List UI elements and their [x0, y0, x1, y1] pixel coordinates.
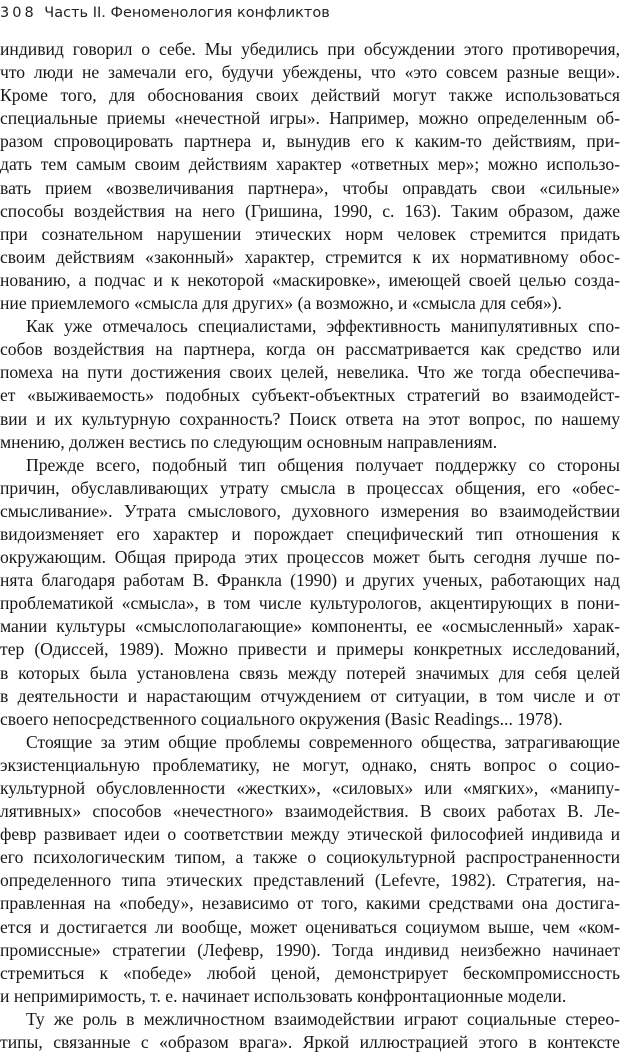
text-line: смысливание». Утрата смыслового, духовного измерения во взаимодействии	[0, 500, 620, 521]
text-line: собов воздействия на партнера, когда он рассматривается как средство или	[0, 339, 620, 360]
text-line: ется и достигается ли вообще, может оцениваться социумом выше, чем «ком-	[0, 916, 620, 937]
text-line: ет «выживаемость» подобных субъект-объектных стратегий во взаимодейст-	[0, 385, 620, 406]
text-line: и непримиримость, т. е. начинает использовать конфронтационные модели.	[0, 985, 567, 1006]
text-line: специальные приемы «нечестной игры». Например, можно определенным об-	[0, 108, 620, 129]
text-line: промиссные» стратегии (Лефевр, 1990). Тогда индивид неизбежно начинает	[0, 939, 620, 960]
text-line: что люди не замечали его, будучи убеждены, что «это совсем разные вещи».	[0, 62, 620, 83]
text-line: в деятельности и нарастающим отчуждением от ситуации, в том числе и от	[0, 685, 620, 706]
text-line: причин, обуславливающих утрату смысла в процессах общения, его «обес-	[0, 477, 620, 498]
text-line: мании культуры «смыслополагающие» компоненты, ее «осмысленный» харак-	[0, 616, 620, 637]
text-line: Как уже отмечалось специалистами, эффективность манипулятивных спо-	[26, 316, 620, 337]
text-line: Кроме того, для обоснования своих действий могут также использоваться	[0, 85, 620, 106]
text-line: типы, связанные с «образом врага». Яркой иллюстрацией этого в контексте	[0, 1032, 620, 1053]
text-line: разом спровоцировать партнера и, вынудив его к каким-то действиям, при-	[0, 131, 620, 152]
paragraph	[0, 1008, 620, 1054]
paragraph	[0, 38, 620, 315]
text-line: мнению, должен вестись по следующим основным направлениям.	[0, 431, 498, 452]
text-line: стремиться к «победе» любой ценой, демонстрирует бескомпромиссность	[0, 962, 620, 983]
text-line: лятивных» способов «нечестного» взаимодействия. В своих работах В. Ле-	[0, 801, 620, 822]
text-line: культурной обусловленности «жестких», «силовых» или «мягких», «манипу-	[0, 778, 620, 798]
text-line: правленная на «победу», независимо от того, какими средствами она достига-	[0, 893, 620, 914]
body-text	[0, 38, 620, 1054]
text-line: при сознательном нарушении этических норм человек стремится придать	[0, 223, 620, 244]
text-line: Прежде всего, подобный тип общения получает поддержку со стороны	[26, 454, 620, 475]
text-line: нята благодаря работам В. Франкла (1990) и других ученых, работающих над	[0, 570, 620, 591]
text-line: своим действиям «законный» характер, стремится к их нормативному обос-	[0, 246, 620, 267]
text-line: в которых была установлена связь между потерей значимых для себя целей	[0, 662, 620, 683]
running-title: Часть II. Феноменология конфликтов	[44, 5, 330, 21]
text-line: экзистенциальную проблематику, не могут, однако, снять вопрос о социо-	[0, 754, 620, 775]
text-line: помеха на пути достижения своих целей, невелика. Что же тогда обеспечива-	[0, 362, 620, 383]
paragraph	[0, 454, 620, 731]
paragraph	[0, 315, 620, 454]
text-line: вать прием «возвеличивания партнера», чтобы оправдать свои «сильные»	[0, 177, 620, 198]
text-line: его психологическим типом, а также о социокультурной распространенности	[0, 847, 620, 868]
text-line: видоизменяет его характер и порождает специфический тип отношения к	[0, 523, 620, 544]
text-line: окружающим. Общая природа этих процессов может быть сегодня лучше по-	[0, 547, 620, 568]
text-line: Ту же роль в межличностном взаимодействии играют социальные стерео-	[26, 1008, 620, 1029]
text-line: определенного типа этических представлений (Lefevre, 1982). Стратегия, на-	[0, 870, 620, 891]
text-line: тер (Одиссей, 1989). Можно привести и примеры конкретных исследований,	[0, 639, 620, 660]
text-line: дать тем самым своим действиям характер «ответных мер»; можно использо-	[0, 154, 620, 175]
text-line: способы воздействия на него (Гришина, 1990, с. 163). Таким образом, даже	[0, 200, 620, 221]
text-line: проблематикой «смысла», в том числе культурологов, акцентирующих в пони-	[0, 593, 620, 614]
paragraph	[0, 731, 620, 1008]
text-line: своего непосредственного социального окружения (Basic Readings... 1978).	[0, 708, 563, 729]
text-line: Стоящие за этим общие проблемы современного общества, затрагивающие	[26, 731, 620, 752]
text-line: индивид говорил о себе. Мы убедились при обсуждении этого противоречия,	[0, 39, 620, 59]
text-line: ние приемлемого «смысла для других» (а возможно, и «смысла для себя»).	[0, 293, 562, 314]
text-line: февр развивает идеи о соответствии между этической философией индивида и	[0, 824, 620, 845]
text-line: вии и их культурную сохранность? Поиск ответа на этот вопрос, по нашему	[0, 408, 620, 429]
page-number: 308	[0, 5, 37, 21]
text-line: нованию, а подчас и к некоторой «маскировке», имеющей своей целью созда-	[0, 269, 620, 290]
running-header	[0, 2, 330, 24]
